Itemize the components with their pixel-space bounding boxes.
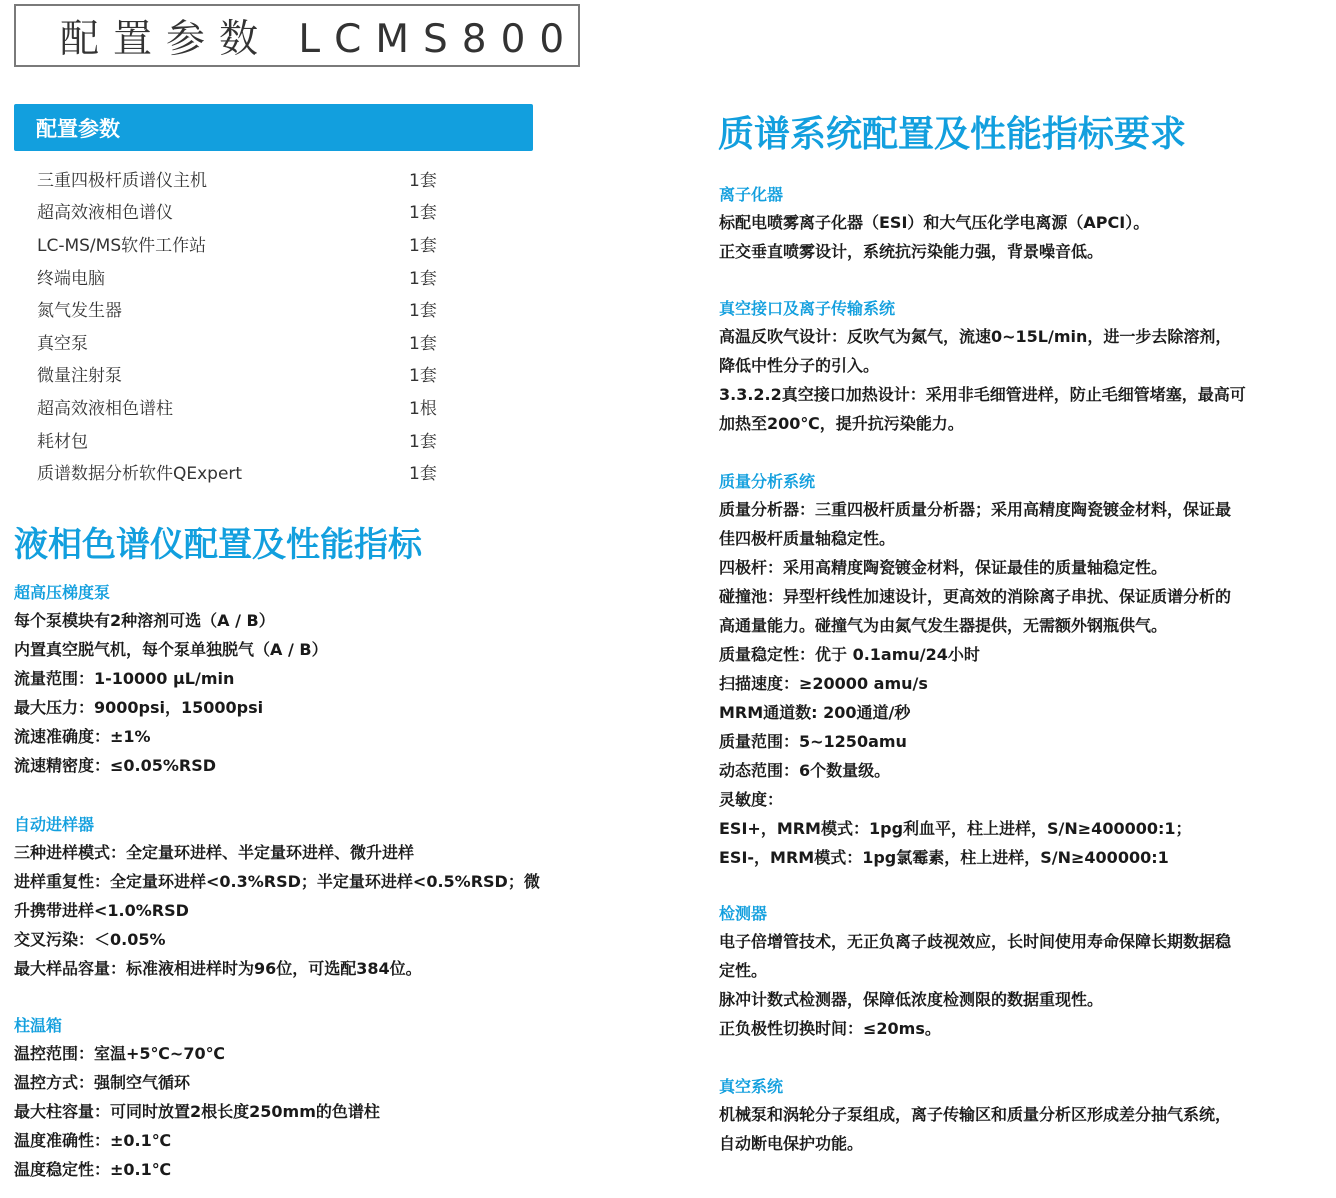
config-item-name: 微量注射泵 — [37, 366, 122, 387]
section-line: 电子倍增管技术，无正负离子歧视效应，长时间使用寿命保障长期数据稳 — [719, 932, 1232, 951]
config-item-name: 真空泵 — [37, 333, 88, 354]
config-item-qty: 1套 — [409, 464, 437, 485]
section-column-oven — [14, 1013, 380, 1184]
section-line: 温度稳定性：±0.1℃ — [14, 1160, 172, 1179]
section-line: 交叉污染：＜0.05% — [14, 930, 166, 949]
section-line: 四极杆：采用高精度陶瓷镀金材料，保证最佳的质量轴稳定性。 — [719, 558, 1168, 577]
lc-heading: 液相色谱仪配置及性能指标 — [14, 525, 422, 565]
section-title: 自动进样器 — [14, 815, 95, 834]
config-item-qty: 1套 — [409, 431, 437, 452]
section-line: MRM通道数: 200通道/秒 — [719, 703, 911, 722]
section-line: 升携带进样<1.0%RSD — [14, 901, 189, 920]
section-line: 温度准确性：±0.1℃ — [14, 1131, 172, 1150]
section-line: 3.3.2.2真空接口加热设计：采用非毛细管进样，防止毛细管堵塞，最高可 — [719, 385, 1246, 404]
section-line: 进样重复性：全定量环进样<0.3%RSD；半定量环进样<0.5%RSD；微 — [14, 872, 540, 891]
section-line: 最大压力：9000psi，15000psi — [14, 698, 264, 717]
section-line: 质量范围：5~1250amu — [719, 732, 907, 751]
section-line: 降低中性分子的引入。 — [719, 356, 880, 375]
section-line: 高通量能力。碰撞气为由氮气发生器提供，无需额外钢瓶供气。 — [719, 616, 1168, 635]
config-item-qty: 1套 — [409, 170, 437, 191]
section-line: 流速准确度：±1% — [14, 727, 151, 746]
section-line: 脉冲计数式检测器，保障低浓度检测限的数据重现性。 — [719, 990, 1104, 1009]
section-line: 碰撞池：异型杆线性加速设计，更高效的消除离子串扰、保证质谱分析的 — [719, 587, 1232, 606]
config-list — [37, 162, 457, 488]
config-item-qty: 1套 — [409, 366, 437, 387]
section-line: 自动断电保护功能。 — [719, 1134, 864, 1153]
section-line: 高温反吹气设计：反吹气为氮气，流速0~15L/min，进一步去除溶剂， — [719, 327, 1232, 346]
section-line: 质量分析器：三重四极杆质量分析器；采用高精度陶瓷镀金材料，保证最 — [719, 500, 1232, 519]
section-line: 每个泵模块有2种溶剂可选（A / B） — [14, 611, 275, 630]
config-item-qty: 1套 — [409, 203, 437, 224]
section-title: 质量分析系统 — [719, 472, 816, 491]
config-item — [37, 325, 457, 358]
config-item — [37, 227, 457, 260]
config-banner: 配置参数 — [14, 104, 533, 151]
section-autosampler — [14, 812, 540, 983]
section-line: 机械泵和涡轮分子泵组成，离子传输区和质量分析区形成差分抽气系统， — [719, 1105, 1232, 1124]
section-ionizer — [719, 182, 1149, 266]
section-title: 柱温箱 — [14, 1016, 63, 1035]
section-line: 最大柱容量：可同时放置2根长度250mm的色谱柱 — [14, 1102, 380, 1121]
section-line: 扫描速度：≥20000 amu/s — [719, 674, 928, 693]
section-line: ESI-，MRM模式：1pg氯霉素，柱上进样，S/N≥400000:1 — [719, 848, 1169, 867]
section-line: ESI+，MRM模式：1pg利血平，柱上进样，S/N≥400000:1； — [719, 819, 1192, 838]
config-item — [37, 162, 457, 195]
section-line: 加热至200℃，提升抗污染能力。 — [719, 414, 964, 433]
section-line: 三种进样模式：全定量环进样、半定量环进样、微升进样 — [14, 843, 415, 862]
section-line: 温控方式：强制空气循环 — [14, 1073, 191, 1092]
section-line: 佳四极杆质量轴稳定性。 — [719, 529, 896, 548]
ms-heading: 质谱系统配置及性能指标要求 — [718, 114, 1187, 155]
section-line: 内置真空脱气机，每个泵单独脱气（A / B） — [14, 640, 328, 659]
section-title: 离子化器 — [719, 185, 784, 204]
config-item-qty: 1套 — [409, 301, 437, 322]
section-title: 超高压梯度泵 — [14, 583, 111, 602]
config-item-qty: 1套 — [409, 333, 437, 354]
config-item-name: 终端电脑 — [37, 268, 105, 289]
config-item-name: 三重四极杆质谱仪主机 — [37, 170, 207, 191]
config-item-name: 耗材包 — [37, 431, 88, 452]
section-line: 最大样品容量：标准液相进样时为96位，可选配384位。 — [14, 959, 422, 978]
config-item — [37, 260, 457, 293]
section-detector — [719, 901, 1231, 1043]
section-line: 动态范围：6个数量级。 — [719, 761, 891, 780]
config-item — [37, 195, 457, 228]
config-item-name: 超高效液相色谱柱 — [37, 398, 173, 419]
section-line: 定性。 — [719, 961, 768, 980]
section-line: 温控范围：室温+5℃~70℃ — [14, 1044, 225, 1063]
config-item-name: 超高效液相色谱仪 — [37, 203, 173, 224]
config-item — [37, 423, 457, 456]
section-line: 流速精密度：≤0.05%RSD — [14, 756, 217, 775]
section-line: 灵敏度： — [719, 790, 784, 809]
section-title: 真空接口及离子传输系统 — [719, 299, 896, 318]
section-mass-analysis — [719, 469, 1231, 872]
section-title: 检测器 — [719, 904, 768, 923]
section-vacuum-system — [719, 1074, 1231, 1158]
config-item — [37, 390, 457, 423]
config-item-name: LC-MS/MS软件工作站 — [37, 235, 207, 256]
config-item — [37, 455, 457, 488]
section-line: 标配电喷雾离子化器（ESI）和大气压化学电离源（APCI）。 — [719, 213, 1150, 232]
config-item — [37, 358, 457, 391]
config-item-name: 氮气发生器 — [37, 301, 122, 322]
section-vacuum-interface — [719, 296, 1246, 438]
section-title: 真空系统 — [719, 1077, 784, 1096]
config-item-qty: 1套 — [409, 268, 437, 289]
config-item — [37, 292, 457, 325]
section-line: 流量范围：1-10000 μL/min — [14, 669, 235, 688]
page-title: 配置参数 LCMS800 — [14, 4, 580, 67]
config-item-qty: 1根 — [409, 398, 437, 419]
section-pump — [14, 580, 328, 780]
config-item-name: 质谱数据分析软件QExpert — [37, 464, 243, 485]
section-line: 正负极性切换时间：≤20ms。 — [719, 1019, 941, 1038]
config-item-qty: 1套 — [409, 235, 437, 256]
section-line: 质量稳定性：优于 0.1amu/24小时 — [719, 645, 980, 664]
section-line: 正交垂直喷雾设计，系统抗污染能力强，背景噪音低。 — [719, 242, 1104, 261]
